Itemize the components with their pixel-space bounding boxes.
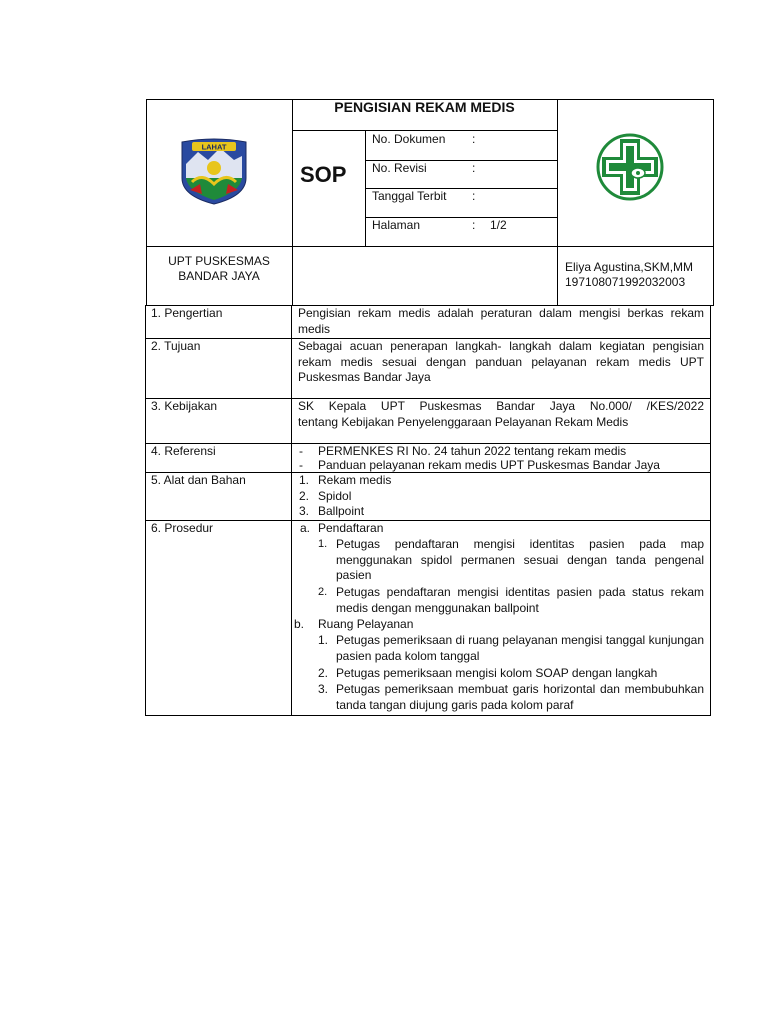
field-sep-halaman: : [472,218,476,232]
org-name-line1: UPT PUSKESMAS [168,254,270,268]
prosedur-step-text: Petugas pemeriksaan di ruang pelayanan mengisi tanggal kunjungan pasien pada kolom tanggal [336,633,704,663]
alat-number: 3. [299,504,310,518]
row-text-tujuan: Sebagai acuan penerapan langkah- langkah dalam kegiatan pengisian rekam medis sesuai dengan panduan pelayanan rekam medis UPT Puskesmas Bandar Jaya [298,339,704,384]
field-label-no-revisi: No. Revisi [372,161,427,175]
row-divider-5 [145,520,711,521]
body-col-divider [291,305,292,716]
prosedur-step-text: Petugas pemeriksaan mengisi kolom SOAP dengan langkah [336,666,658,680]
field-label-tanggal-terbit: Tanggal Terbit [372,189,447,203]
row-label-kebijakan: 3. Kebijakan [151,399,218,413]
field-label-no-dokumen: No. Dokumen [372,132,446,146]
prosedur-step-number: 2. [318,586,328,598]
alat-item: Ballpoint [318,504,365,518]
prosedur-step-number: 1. [318,633,329,647]
field-label-halaman: Halaman [372,218,421,232]
referensi-bullet: - [299,444,303,458]
prosedur-section-marker: b. [294,617,305,631]
prosedur-step-number: 1. [318,538,328,550]
title-underline [292,130,557,131]
signer-nip: 197108071992032003 [565,275,686,289]
referensi-bullet: - [299,458,303,472]
prosedur-step-text: Petugas pendaftaran mengisi identitas pasien pada status rekam medis dengan menggunakan ballpoint [336,585,704,615]
alat-item: Spidol [318,488,352,503]
header-divider-2 [557,99,558,306]
prosedur-step-number: 3. [318,682,329,696]
prosedur-section-marker: a. [300,521,311,535]
sop-label: SOP [300,162,347,187]
field-sep-no-revisi: : [472,161,476,175]
lahat-regency-emblem [178,138,250,206]
row-label-pengertian: 1. Pengertian [151,306,223,320]
signer-name: Eliya Agustina,SKM,MM [565,260,694,274]
puskesmas-logo-icon [596,133,664,201]
row-label-prosedur: 6. Prosedur [151,521,214,535]
row-label-alat-dan-bahan: 5. Alat dan Bahan [151,473,246,487]
field-value-halaman: 1/2 [490,218,507,232]
field-sep-no-dokumen: : [472,132,476,146]
alat-item: Rekam medis [318,473,392,487]
prosedur-section-title: Ruang Pelayanan [318,617,414,631]
org-name-line2: BANDAR JAYA [178,269,260,283]
document-title: PENGISIAN REKAM MEDIS [334,99,515,115]
referensi-item: PERMENKES RI No. 24 tahun 2022 tentang rekam medis [318,444,627,458]
body-left-border [145,305,146,716]
body-right-border [710,305,711,716]
alat-number: 2. [299,488,310,503]
prosedur-step-number: 2. [318,666,329,680]
row-text-kebijakan-line1: SK Kepala UPT Puskesmas Bandar Jaya No.000/ /KES/2022 [298,399,704,413]
header-right-border [713,99,714,306]
prosedur-step-text: Petugas pemeriksaan membuat garis horizontal dan membubuhkan tanda tangan diujung garis pada kolom paraf [336,682,704,712]
row-text-pengertian: Pengisian rekam medis adalah peraturan dalam mengisi berkas rekam medis [298,306,704,336]
row-label-referensi: 4. Referensi [151,444,216,458]
referensi-item: Panduan pelayanan rekam medis UPT Puskesmas Bandar Jaya [318,458,660,472]
row-label-tujuan: 2. Tujuan [151,339,201,353]
row-text-kebijakan-line2: tentang Kebijakan Penyelenggaraan Pelayanan Rekam Medis [298,414,629,429]
svg-text:LAHAT: LAHAT [201,142,227,152]
header-mid-border [146,246,714,247]
body-bottom-border [145,715,711,716]
alat-number: 1. [299,473,310,487]
prosedur-step-text: Petugas pendaftaran mengisi identitas pasien pada map menggunakan spidol permanen sesuai dengan tanda pengenal pasien [336,537,704,582]
field-sep-tanggal-terbit: : [472,189,476,203]
prosedur-section-title: Pendaftaran [318,521,384,535]
